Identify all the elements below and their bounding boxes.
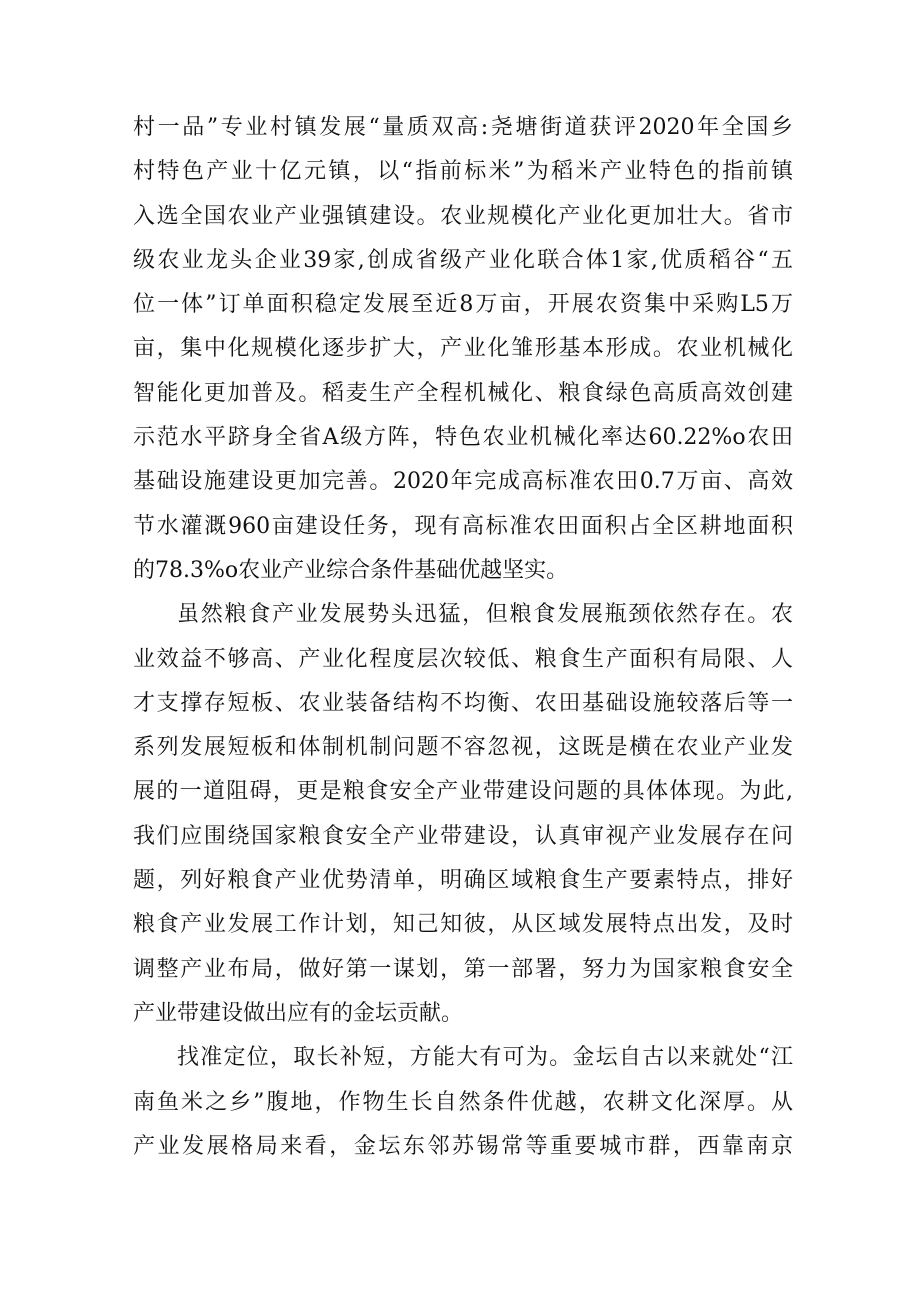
- text-line: 题，列好粮食产业优势清单，明确区域粮食生产要素特点，排好: [133, 868, 793, 894]
- text-line: 产业带建设做出应有的金坛贡献。: [133, 1000, 464, 1026]
- text-line: 南鱼米之乡”腹地，作物生长自然条件优越，农耕文化深厚。从: [133, 1089, 793, 1115]
- text-line: 村一品”专业村镇发展“量质双高:尧塘街道获评2020年全国乡: [133, 115, 793, 140]
- paragraph-development-bottlenecks: [133, 593, 793, 1036]
- text-line: 基础设施建设更加完善。2020年完成高标准农田0.7万亩、高效: [133, 469, 793, 495]
- text-line: 调整产业布局，做好第一谋划，第一部署，努力为国家粮食安全: [133, 956, 793, 982]
- text-line: 找准定位，取长补短，方能大有可为。金坛自古以来就处“江: [177, 1045, 793, 1071]
- text-line: 入选全国农业产业强镇建设。农业规模化产业化更加壮大。省市: [133, 203, 793, 229]
- text-line: 位一体”订单面积稳定发展至近8万亩，开展农资集中采购L5万: [133, 292, 793, 318]
- text-line: 亩，集中化规模化逐步扩大，产业化雏形基本形成。农业机械化: [133, 336, 793, 362]
- text-line: 我们应围绕国家粮食安全产业带建设，认真审视产业发展存在问: [133, 823, 793, 849]
- text-line: 节水灌溉960亩建设任务，现有高标准农田面积占全区耕地面积: [133, 513, 793, 539]
- text-line: 智能化更加普及。稻麦生产全程机械化、粮食绿色高质高效创建: [133, 380, 793, 406]
- text-line: 展的一道阻碍，更是粮食安全产业带建设问题的具体体现。为此,: [133, 779, 793, 805]
- text-line: 村特色产业十亿元镇，以“指前标米”为稻米产业特色的指前镇: [133, 159, 793, 185]
- text-line: 产业发展格局来看，金坛东邻苏锡常等重要城市群，西靠南京: [133, 1133, 793, 1159]
- text-line: 粮食产业发展工作计划，知己知彼，从区域发展特点出发，及时: [133, 912, 793, 938]
- text-line: 的78.3%o农业产业综合条件基础优越坚实。: [133, 557, 569, 583]
- text-line: 级农业龙头企业39家,创成省级产业化联合体1家,优质稻谷“五: [133, 247, 793, 273]
- paragraph-agriculture-achievements: [133, 106, 793, 593]
- text-line: 虽然粮食产业发展势头迅猛，但粮食发展瓶颈依然存在。农: [177, 602, 793, 628]
- text-line: 业效益不够高、产业化程度层次较低、粮食生产面积有局限、人: [133, 646, 793, 672]
- text-line: 才支撑存短板、农业装备结构不均衡、农田基础设施较落后等一: [133, 690, 793, 716]
- document-body: [133, 106, 793, 1169]
- text-line: 系列发展短板和体制机制问题不容忽视，这既是横在农业产业发: [133, 735, 793, 761]
- text-line: 示范水平跻身全省A级方阵，特色农业机械化率达60.22%o农田: [133, 425, 793, 451]
- paragraph-positioning: [133, 1036, 793, 1169]
